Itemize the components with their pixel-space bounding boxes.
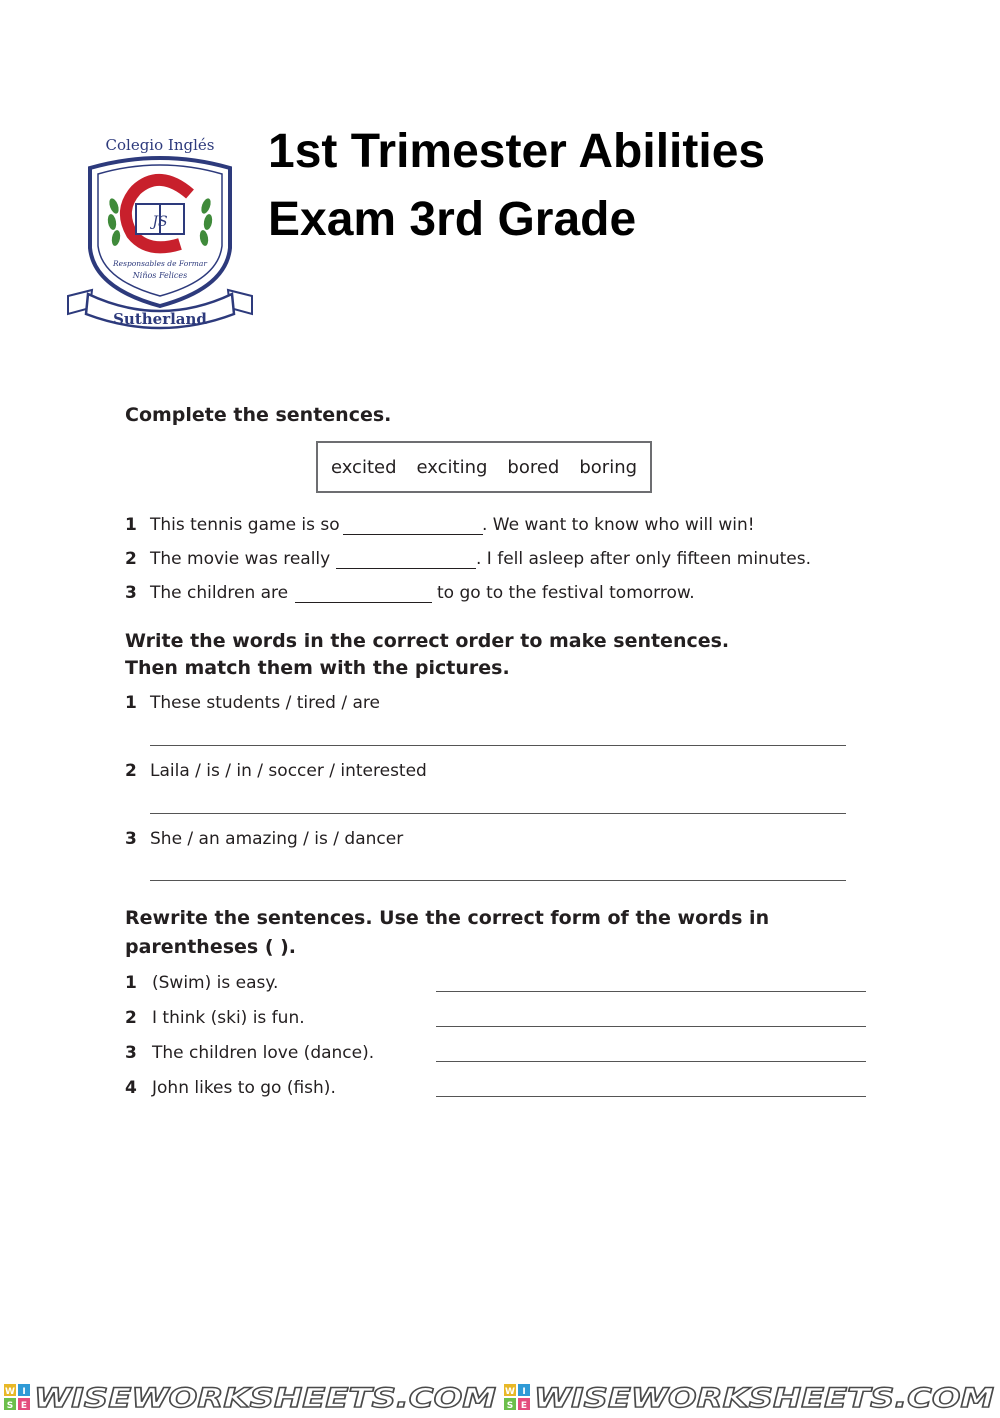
logo-motto-1: Responsables de Formar <box>113 259 207 268</box>
section3-heading-2: parentheses ( ). <box>125 936 297 958</box>
item-number: 1 <box>125 973 137 993</box>
item-number: 2 <box>125 1008 137 1028</box>
section1-heading: Complete the sentences. <box>125 404 392 426</box>
item-number: 2 <box>125 549 137 569</box>
watermark-text: WISEWORKSHEETS.COM <box>534 1383 995 1414</box>
answer-blank[interactable] <box>336 568 476 569</box>
word-bank-item: exciting <box>416 456 488 478</box>
logo-motto-2: Niños Felices <box>132 271 188 280</box>
item-number: 3 <box>125 583 137 603</box>
scrambled-words: Laila / is / in / soccer / interested <box>150 761 427 781</box>
sentence-end: . I fell asleep after only fifteen minutes. <box>476 549 811 569</box>
section3-heading-1: Rewrite the sentences. Use the correct form of the words in <box>125 907 770 929</box>
answer-blank[interactable] <box>295 602 432 603</box>
answer-line[interactable] <box>150 745 846 746</box>
item-number: 3 <box>125 1043 137 1063</box>
answer-line[interactable] <box>150 880 846 881</box>
sentence-text: I think (ski) is fun. <box>152 1008 305 1028</box>
item-number: 2 <box>125 761 137 781</box>
answer-line[interactable] <box>436 1096 866 1097</box>
sentence-start: The children are <box>150 583 289 603</box>
scrambled-words: She / an amazing / is / dancer <box>150 829 404 849</box>
scrambled-words: These students / tired / are <box>150 693 380 713</box>
word-bank <box>316 441 652 493</box>
logo-letters: JS <box>152 214 168 230</box>
sentence-end: to go to the festival tomorrow. <box>437 583 695 603</box>
answer-blank[interactable] <box>343 534 483 535</box>
item-number: 4 <box>125 1078 137 1098</box>
sentence-text: John likes to go (fish). <box>152 1078 336 1098</box>
footer-watermark <box>0 1378 1000 1414</box>
wise-badge-icon <box>4 1384 30 1411</box>
sentence-start: This tennis game is so <box>150 515 340 535</box>
word-bank-item: boring <box>579 456 638 478</box>
logo-ribbon-text: Sutherland <box>113 310 207 328</box>
sentence-text: (Swim) is easy. <box>152 973 279 993</box>
badge-letter: W <box>5 1387 15 1397</box>
watermark-text: WISEWORKSHEETS.COM <box>34 1383 497 1414</box>
badge-letter: S <box>6 1401 14 1411</box>
item-number: 1 <box>125 693 137 713</box>
badge-letter: W <box>505 1387 515 1397</box>
badge-letter: E <box>20 1401 28 1411</box>
answer-line[interactable] <box>436 991 866 992</box>
sentence-start: The movie was really <box>150 549 331 569</box>
title-line-1: 1st Trimester Abilities <box>268 125 766 178</box>
word-bank-item: bored <box>507 456 560 478</box>
item-number: 3 <box>125 829 137 849</box>
answer-line[interactable] <box>436 1026 866 1027</box>
sentence-end: . We want to know who will win! <box>482 515 755 535</box>
page-title <box>268 118 968 254</box>
title-line-2: Exam 3rd Grade <box>268 193 637 246</box>
wise-badge-icon <box>504 1384 530 1411</box>
badge-letter: I <box>22 1387 26 1397</box>
badge-letter: S <box>506 1401 514 1411</box>
school-logo <box>62 128 258 338</box>
badge-letter: I <box>522 1387 526 1397</box>
item-number: 1 <box>125 515 137 535</box>
section2-heading-1: Write the words in the correct order to make sentences. <box>125 630 730 652</box>
section2-heading-2: Then match them with the pictures. <box>125 657 510 679</box>
answer-line[interactable] <box>150 813 846 814</box>
logo-top-text: Colegio Inglés <box>105 136 215 154</box>
sentence-text: The children love (dance). <box>152 1043 375 1063</box>
answer-line[interactable] <box>436 1061 866 1062</box>
word-bank-item: excited <box>330 456 397 478</box>
badge-letter: E <box>520 1401 528 1411</box>
